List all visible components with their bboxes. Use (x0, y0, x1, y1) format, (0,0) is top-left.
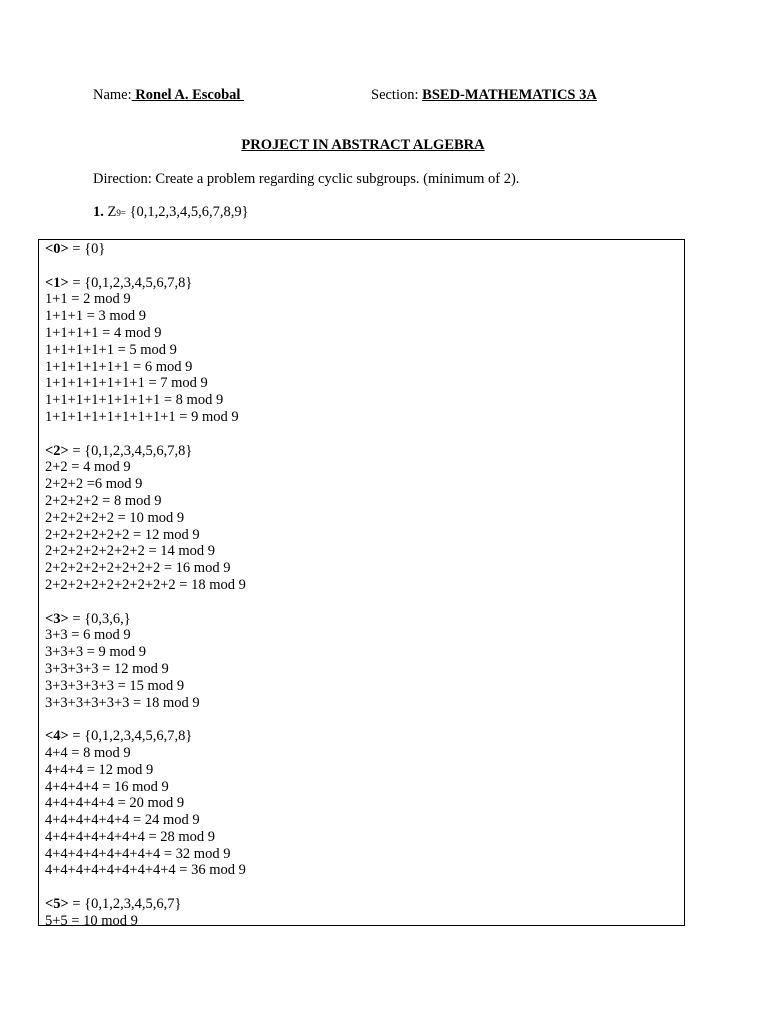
computation-line: 3+3+3+3+3 = 15 mod 9 (45, 677, 185, 694)
name-label: Name: (93, 87, 132, 103)
subgroup-heading (45, 241, 684, 258)
subgroup-set: = {0,1,2,3,4,5,6,7,8} (68, 274, 193, 291)
subgroup-generator: <4> (45, 728, 69, 745)
subgroup-set: = {0,1,2,3,4,5,6,7} (68, 896, 182, 913)
subgroup-heading (45, 611, 684, 628)
subgroup-heading (45, 443, 684, 460)
computation-line: 1+1+1+1+1+1+1+1 = 8 mod 9 (45, 392, 224, 409)
computation-line: 2+2+2+2 = 8 mod 9 (45, 492, 162, 509)
computation-line: 4+4+4+4 = 16 mod 9 (45, 778, 169, 795)
set-values: {0,1,2,3,4,5,6,7,8,9} (129, 204, 249, 220)
problem-number: 1. (93, 204, 104, 220)
subgroup-block (45, 896, 684, 926)
name-field (93, 87, 244, 104)
computation-line: 1+1+1+1+1 = 5 mod 9 (45, 341, 177, 358)
subgroup-block (45, 443, 684, 594)
subgroup-set: = {0} (68, 241, 106, 257)
computation-line: 3+3+3+3+3+3 = 18 mod 9 (45, 694, 200, 711)
computation-line: 4+4 = 8 mod 9 (45, 744, 131, 761)
computation-line: 1+1+1+1 = 4 mod 9 (45, 324, 162, 341)
computation-line: 1+1+1+1+1+1+1+1+1 = 9 mod 9 (45, 408, 239, 425)
subgroup-set: = {0,3,6,} (68, 610, 131, 627)
subgroup-list (45, 241, 684, 926)
section-label: Section: (371, 87, 419, 103)
computation-line: 1+1 = 2 mod 9 (45, 291, 131, 308)
computation-line: 3+3+3 = 9 mod 9 (45, 644, 147, 661)
computation-line: 1+1+1+1+1+1+1 = 7 mod 9 (45, 375, 208, 392)
section-field (371, 87, 597, 104)
computation-line: 4+4+4+4+4 = 20 mod 9 (45, 795, 185, 812)
computation-line: 5+5 = 10 mod 9 (45, 912, 138, 926)
computation-line: 2+2+2+2+2+2+2+2 = 16 mod 9 (45, 560, 231, 577)
subgroup-block (45, 275, 684, 426)
subgroup-generator: <5> (45, 896, 69, 913)
subgroup-block (45, 241, 684, 258)
set-symbol: Z (107, 204, 117, 220)
computation-line: 2+2+2 =6 mod 9 (45, 476, 143, 493)
subgroup-block (45, 611, 684, 712)
header-line (93, 87, 693, 107)
answer-box (38, 239, 685, 926)
name-value: Ronel A. Escobal (131, 87, 245, 103)
computation-line: 2+2+2+2+2+2 = 12 mod 9 (45, 526, 200, 543)
page-title: PROJECT IN ABSTRACT ALGEBRA (241, 137, 485, 153)
computation-line: 2+2+2+2+2 = 10 mod 9 (45, 509, 185, 526)
subgroup-block (45, 728, 684, 879)
subgroup-generator: <2> (45, 442, 69, 459)
computation-line: 2+2+2+2+2+2+2 = 14 mod 9 (45, 543, 216, 560)
subgroup-heading (45, 275, 684, 292)
computation-line: 4+4+4+4+4+4+4+4 = 32 mod 9 (45, 845, 231, 862)
computation-line: 4+4+4+4+4+4+4 = 28 mod 9 (45, 828, 216, 845)
computation-line: 2+2 = 4 mod 9 (45, 459, 131, 476)
set-subscript: 9= (116, 208, 126, 218)
computation-line: 4+4+4 = 12 mod 9 (45, 761, 154, 778)
direction-text: Direction: Create a problem regarding cyclic subgroups. (minimum of 2). (93, 171, 520, 187)
subgroup-heading (45, 728, 684, 745)
computation-line: 3+3+3+3 = 12 mod 9 (45, 660, 169, 677)
computation-line: 3+3 = 6 mod 9 (45, 627, 131, 644)
computation-line: 2+2+2+2+2+2+2+2+2 = 18 mod 9 (45, 576, 246, 593)
computation-line: 4+4+4+4+4+4+4+4+4 = 36 mod 9 (45, 862, 246, 879)
subgroup-set: = {0,1,2,3,4,5,6,7,8} (68, 728, 193, 745)
subgroup-generator: <0> (45, 241, 69, 257)
section-value: BSED-MATHEMATICS 3A (422, 87, 597, 103)
computation-line: 1+1+1 = 3 mod 9 (45, 308, 147, 325)
problem-statement (93, 204, 249, 221)
computation-line: 4+4+4+4+4+4 = 24 mod 9 (45, 812, 200, 829)
subgroup-generator: <3> (45, 610, 69, 627)
subgroup-set: = {0,1,2,3,4,5,6,7,8} (68, 442, 193, 459)
subgroup-heading (45, 896, 684, 913)
subgroup-generator: <1> (45, 274, 69, 291)
computation-line: 1+1+1+1+1+1 = 6 mod 9 (45, 358, 193, 375)
